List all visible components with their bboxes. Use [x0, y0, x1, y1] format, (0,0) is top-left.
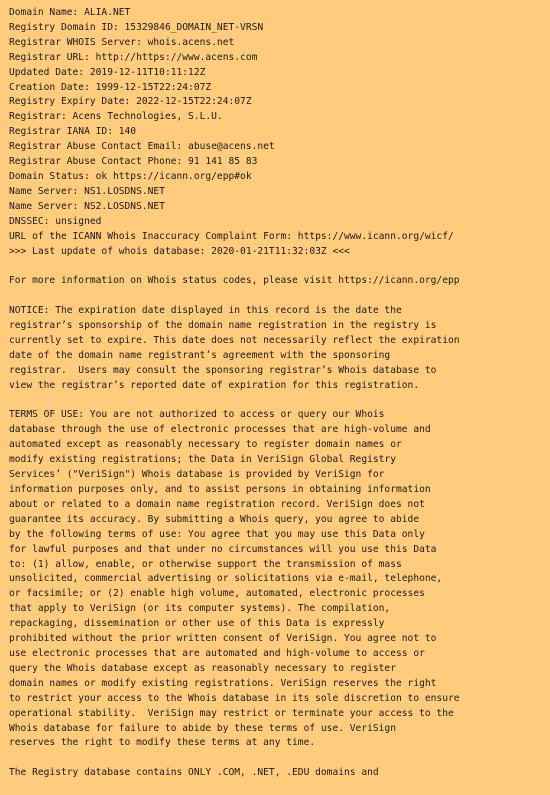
whois-record-text: Domain Name: ALIA.NET Registry Domain ID: 15329846_DOMAIN_NET-VRSN Registrar WHOIS Server: whois.acens.net Registrar URL: http://https://www.acens.com Updated Date: 2019-12-11T10:11:12Z Creation Date: 1999-12-15T22:24:07Z Registry Expiry Date: 2022-12-15T22:24:07Z Registrar: Acens Technologies, S.L.U. Registrar IANA ID: 140 Registrar Abuse Contact Email: abuse@acens.net Registrar Abuse Contact Phone: 91 141 85 83 Domain Status: ok https://icann.org/epp#ok Name Server: NS1.LOSDNS.NET Name Server: NS2.LOSDNS.NET DNSSEC: unsigned URL of the ICANN Whois Inaccuracy Complaint Form: https://www.icann.org/wicf/ >>> Last update of whois database: 2020-01-21T11:32:03Z <<< For more information on Whois status codes, please visit https://icann.org/epp NOTICE: The expiration date displayed in this record is the date the registrar’s sponsorship of the domain name registration in the registry is currently set to expire. This date does not necessarily reflect the expiration date of the domain name registrant’s agreement with the sponsoring registrar. Users may consult the sponsoring registrar’s Whois database to view the registrar’s reported date of expiration for this registration. TERMS OF USE: You are not authorized to access or query our Whois database through the use of electronic processes that are high-volume and automated except as reasonably necessary to register domain names or modify existing registrations; the Data in VeriSign Global Registry Services’ ("VeriSign") Whois database is provided by VeriSign for information purposes only, and to assist persons in obtaining information about or related to a domain name registration record. VeriSign does not guarantee its accuracy. By submitting a Whois query, you agree to abide by the following terms of use: You agree that you may use this Data only for lawful purposes and that under no circumstances will you use this Data to: (1) allow, enable, or otherwise support the transmission of mass unsolicited, commercial advertising or solicitations via e-mail, telephone, or facsimile; or (2) enable high volume, automated, electronic processes that apply to VeriSign (or its computer systems). The compilation, repackaging, dissemination or other use of this Data is expressly prohibited without the prior written consent of VeriSign. You agree not to use electronic processes that are automated and high-volume to access or query the Whois database except as reasonably necessary to register domain names or modify existing registrations. VeriSign reserves the right to restrict your access to the Whois database in its sole discretion to ensure operational stability. VeriSign may restrict or terminate your access to the Whois database for failure to abide by these terms of use. VeriSign reserves the right to modify these terms at any time. The Registry database contains ONLY .COM, .NET, .EDU domains and	[9, 7, 460, 779]
